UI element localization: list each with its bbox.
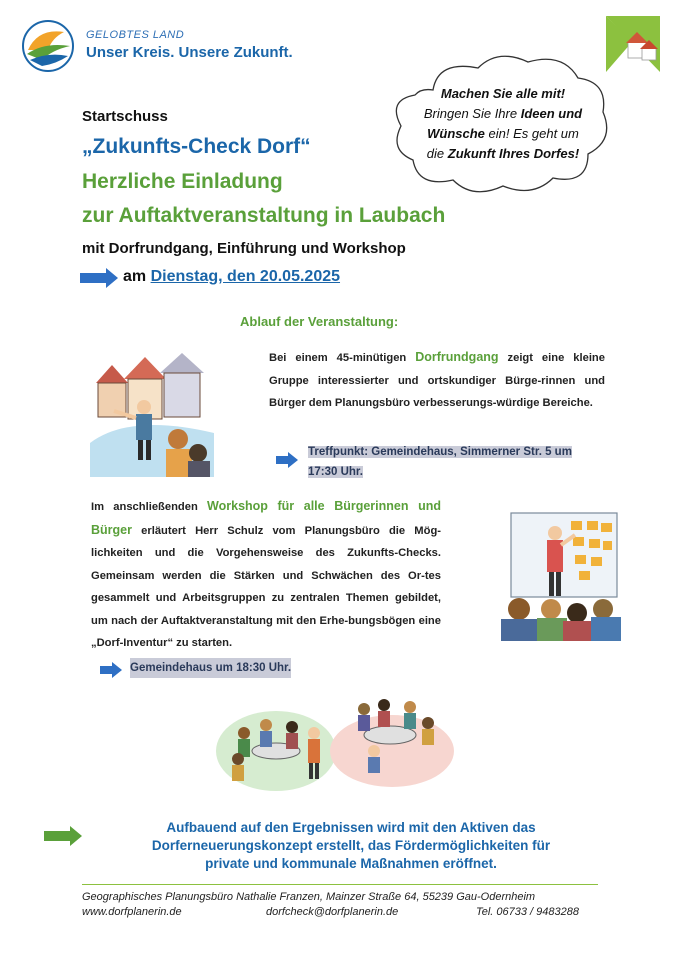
cloud-line-2 (399, 104, 607, 124)
village-tour-icon (90, 343, 214, 477)
project-title: „Zukunfts-Check Dorf“ (82, 135, 311, 158)
invitation-heading: Herzliche Einladung (82, 170, 283, 193)
speech-cloud (393, 50, 613, 200)
logo (22, 20, 74, 72)
footer-email[interactable]: dorfcheck@dorfplanerin.de (266, 906, 399, 918)
cloud-line-4 (399, 144, 607, 164)
closing-line: Dorferneuerungskonzept erstellt, das Fördermöglichkeiten für (151, 838, 551, 853)
closing-line: private und kommunale Maßnahmen eröffnet. (205, 856, 497, 871)
date-link[interactable]: Dienstag, den 20.05.2025 (150, 268, 341, 285)
cloud-text: die (426, 146, 448, 161)
footer-office: Geographisches Planungsbüro Nathalie Franzen, Mainzer Straße 64, 55239 Gau-Odernheim (82, 891, 536, 903)
tour-highlight: Dorfrundgang (415, 350, 499, 364)
cloud-highlight: Ideen und (520, 106, 583, 121)
event-subtitle: mit Dorfrundgang, Einführung und Workshop (82, 240, 406, 257)
arrow-right-icon (44, 826, 82, 846)
cloud-highlight: Wünsche (427, 126, 485, 141)
footer-divider (82, 884, 598, 885)
meeting-point-line: Treffpunkt: Gemeindehaus, Simmerner Str. 5 um (308, 446, 572, 458)
discussion-groups-icon (214, 693, 456, 791)
cloud-highlight: Zukunft Ihres Dorfes! (447, 146, 580, 161)
workshop-text: Im anschließenden (91, 501, 208, 513)
workshop-paragraph (91, 495, 441, 655)
date-prefix: am (123, 268, 151, 285)
tour-text: zeigt eine kleine Gruppe interessierter und ortskundiger Bürge-rinnen und Bürger dem Planungsbüro verbesserungs-würdige Bereiche. (269, 352, 605, 409)
cloud-text: ein! Es geht um (484, 126, 579, 141)
cloud-line-1: Machen Sie alle mit! (440, 86, 566, 101)
workshop-text: erläutert Herr Schulz vom Planungsbüro die Mög-lichkeiten und die Vorgehensweise des Zukunfts-Checks. Gemeinsam werden die Stärken und Schwächen des Or-tes gesammelt und Arbeitsgruppen zu zentralen Themen gebildet, um nach der Auftaktveranstaltung mit den Erhe-bungsbögen eine „Dorf-Inventur“ zu starten. (91, 524, 441, 649)
footer-website[interactable]: www.dorfplanerin.de (82, 906, 182, 918)
meeting-point-workshop: Gemeindehaus um 18:30 Uhr. (130, 658, 291, 678)
arrow-right-icon (80, 268, 118, 288)
village-walk-illustration (90, 343, 214, 477)
meeting-point-tour (308, 442, 606, 482)
kicker-heading: Startschuss (82, 108, 168, 125)
closing-statement (96, 819, 606, 873)
agenda-heading: Ablauf der Veranstaltung: (240, 314, 399, 329)
tour-paragraph (269, 346, 605, 415)
arrow-right-icon (276, 452, 298, 468)
event-heading: zur Auftaktveranstaltung in Laubach (82, 204, 446, 227)
logo-tagline-top: GELOBTES LAND (86, 29, 185, 41)
landkreis-logo-icon (22, 20, 74, 72)
footer-phone: Tel. 06733 / 9483288 (476, 906, 579, 918)
logo-tagline-main: Unser Kreis. Unsere Zukunft. (86, 44, 293, 61)
closing-line: Aufbauend auf den Ergebnissen wird mit den Aktiven das (166, 820, 536, 835)
workshop-illustration (493, 505, 621, 641)
cloud-text: Bringen Sie Ihre (423, 106, 521, 121)
pinboard-workshop-icon (493, 505, 621, 641)
event-date (123, 268, 340, 286)
cloud-line-3 (399, 124, 607, 144)
group-discussion-illustration (214, 693, 456, 791)
cloud-message (399, 84, 607, 164)
meeting-point-time: 17:30 Uhr. (308, 466, 363, 478)
arrow-right-icon (100, 662, 122, 678)
workshop-highlight: Workshop für alle Bürgerinnen und Bürger (91, 499, 441, 537)
tour-text: Bei einem 45-minütigen (269, 352, 416, 364)
